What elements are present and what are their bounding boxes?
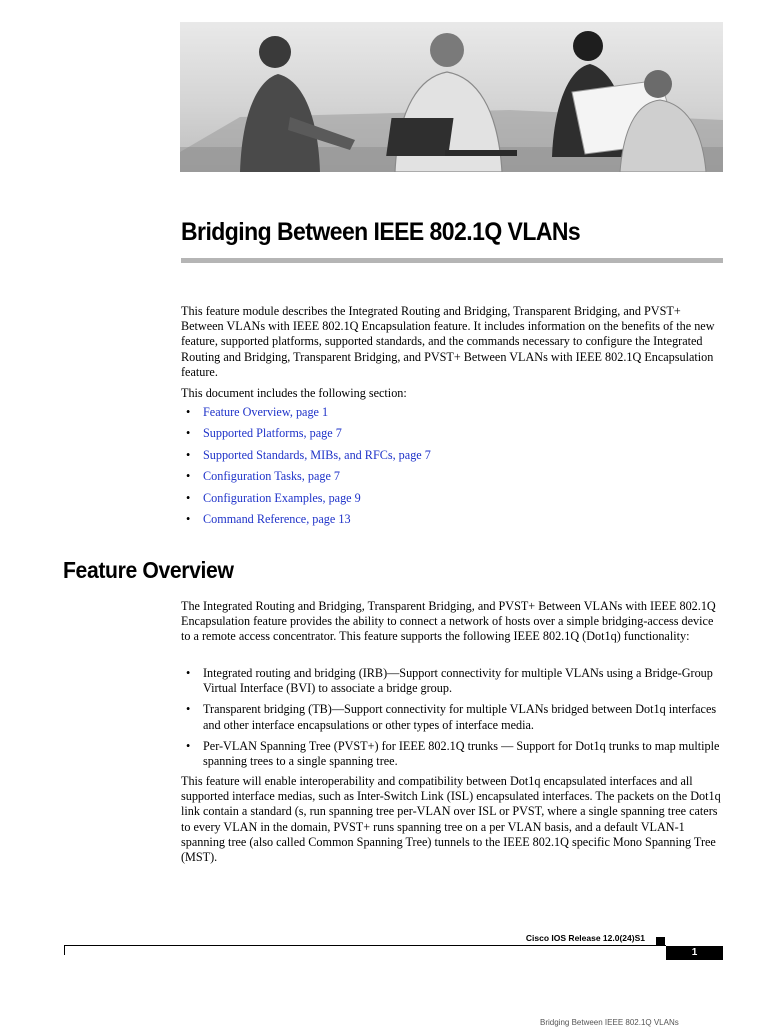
toc-item [186,512,431,533]
feature-item-text: Integrated routing and bridging (IRB)—Support connectivity for multiple VLANs using a Bridge-Group Virtual Interface (BVI) to associate a bridge group. [203,666,713,696]
feature-item [186,702,721,732]
toc-link-supported-standards[interactable]: Supported Standards, MIBs, and RFCs, page 7 [203,447,431,462]
toc-item [186,448,431,469]
footer-rule [64,945,666,946]
bullet-icon: • [186,490,191,505]
footer-release: Cisco IOS Release 12.0(24)S1 [525,933,645,943]
bullet-icon: • [186,702,191,717]
feature-item [186,739,721,769]
page-number: 1 [666,946,723,960]
footer-tick [64,945,65,955]
toc-link-command-reference[interactable]: Command Reference, page 13 [203,511,351,526]
bullet-icon: • [186,511,191,526]
feature-overview-intro: The Integrated Routing and Bridging, Transparent Bridging, and PVST+ Between VLANs with IEEE 802.1Q Encapsulation feature provides the ability to connect a network of hosts over a simple bridging-access device to a remote access concentrator. This feature supports the following IEEE 802.1Q (Dot1q) functionality: [181,599,716,644]
toc-item [186,426,431,447]
page-title: Bridging Between IEEE 802.1Q VLANs [181,218,581,246]
feature-list [186,666,721,775]
bullet-icon: • [186,447,191,462]
toc-link-feature-overview[interactable]: Feature Overview, page 1 [203,405,329,419]
feature-item [186,666,721,696]
bullet-icon: • [186,469,191,484]
intro-paragraph: This feature module describes the Integrated Routing and Bridging, Transparent Bridging, and PVST+ Between VLANs with IEEE 802.1Q Encapsulation feature. It includes information on the benefits of the new feature, supported platforms, supported standards, and the commands necessary to configure the Integrated Routing and Bridging, Transparent Bridging, and PVST+ Between VLANs with IEEE 802.1Q Encapsulation feature. [181,304,715,379]
header-photo-illustration [180,22,723,172]
bullet-icon: • [186,426,191,441]
bullet-icon: • [186,666,191,680]
title-rule [181,258,723,263]
section-heading-feature-overview: Feature Overview [63,557,234,583]
feature-item-text: Transparent bridging (TB)—Support connectivity for multiple VLANs bridged between Dot1q interfaces and other interface encapsulations or other types of interface media. [203,702,717,732]
bullet-icon: • [186,738,191,753]
toc-item [186,491,431,512]
toc-link-configuration-examples[interactable]: Configuration Examples, page 9 [203,490,361,505]
toc-item [186,469,431,490]
feature-item-text: Per-VLAN Spanning Tree (PVST+) for IEEE 802.1Q trunks — Support for Dot1q trunks to map multiple spanning trees to a single spanning tree. [203,738,720,769]
header-photo [180,22,723,172]
toc-link-configuration-tasks[interactable]: Configuration Tasks, page 7 [203,469,341,484]
toc-link-supported-platforms[interactable]: Supported Platforms, page 7 [203,426,342,441]
toc-intro: This document includes the following section: [181,386,407,400]
toc-item [186,405,431,426]
bullet-icon: • [186,405,191,419]
feature-overview-body: This feature will enable interoperability and compatibility between Dot1q encapsulated interfaces and all supported interface medias, such as Inter-Switch Link (ISL) encapsulated interfaces. The packets on the Dot1q link contain a standard (s, run spanning tree per-VLAN over ISL or PVST, where a single spanning tree caters to every VLAN in the domain, PVST+ runs spanning tree on a per VLAN basis, and a default VLAN-1 spanning tree (also called Common Spanning Tree) tunnels to the IEEE 802.1Q specific Mono Spanning Tree (MST). [181,774,721,865]
footer-running-title: Bridging Between IEEE 802.1Q VLANs [540,1018,679,1027]
toc-list [186,405,431,533]
